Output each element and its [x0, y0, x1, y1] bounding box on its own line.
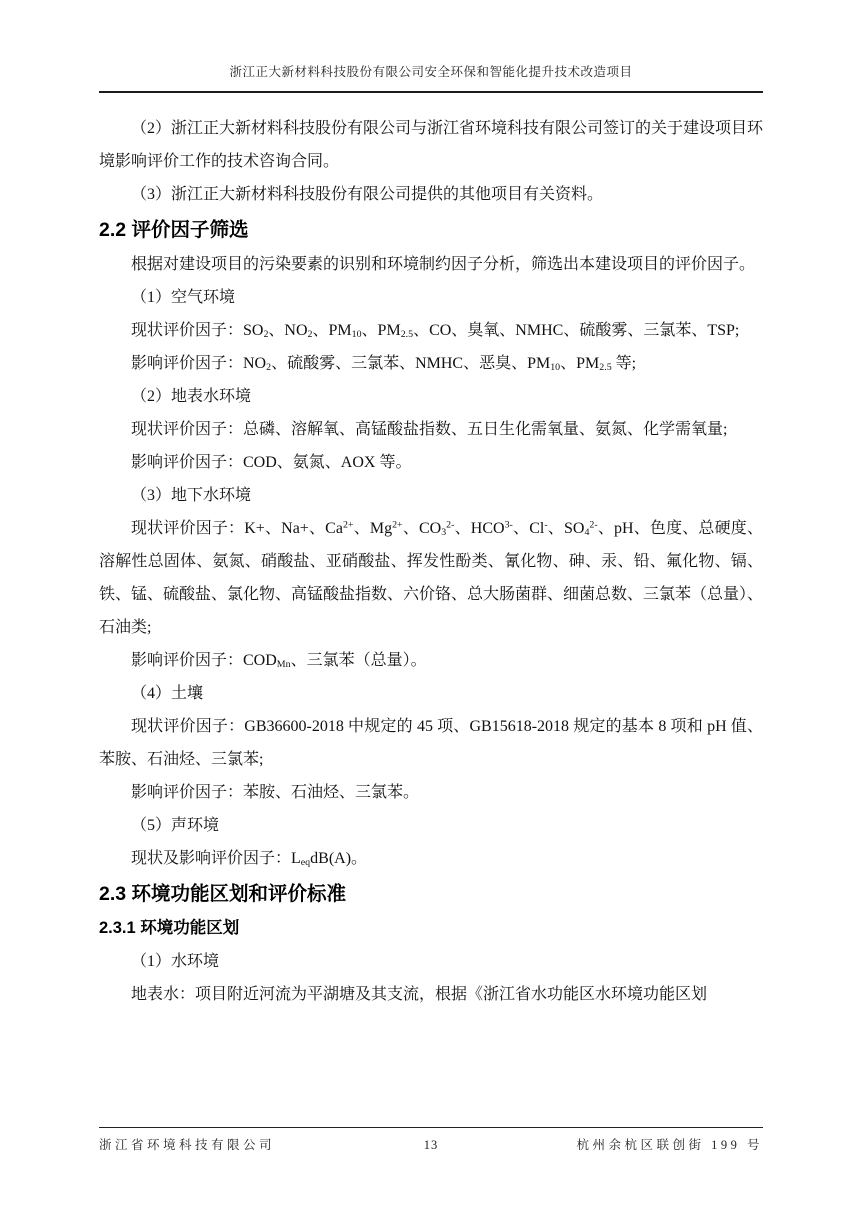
- list-item: （2）地表水环境: [131, 388, 252, 405]
- header-title: 浙江正大新材料科技股份有限公司安全环保和智能化提升技术改造项目: [229, 65, 633, 79]
- footer-company: 浙江省环境科技有限公司: [99, 1138, 276, 1152]
- page-header: [99, 62, 763, 93]
- section-heading: 2.2 评价因子筛选: [99, 219, 249, 241]
- page-footer: [99, 1127, 763, 1153]
- paragraph: 现状评价因子：$SO_2$、$NO_2$、$PM_{10}$、$PM_{2.5}$、CO、臭氧、NMHC、硫酸雾、三氯苯、TSP;: [131, 322, 740, 340]
- paragraph: 现状评价因子：K+、Na+、$Ca^{2+}$、$Mg^{2+}$、$CO_3^{2-}$、$HCO^{3-}$、Cl-、$SO_4^{2-}$、pH、色度、总硬度、溶解性总固体、氨氮、硝酸盐、亚硝酸盐、挥发性酚类、氰化物、砷、汞、铅、氟化物、镉、铁、锰、硫酸盐、氯化物、高锰酸盐指数、六价铬、总大肠菌群、细菌总数、三氯苯（总量）、石油类;: [99, 519, 764, 636]
- paragraph: 现状及影响评价因子：$L_{eq}dB(A)$。: [131, 850, 368, 868]
- list-item: （1）空气环境: [131, 289, 236, 306]
- paragraph: 影响评价因子：苯胺、石油烃、三氯苯。: [131, 784, 420, 801]
- paragraph: （3）浙江正大新材料科技股份有限公司提供的其他项目有关资料。: [131, 186, 604, 203]
- paragraph: 影响评价因子：$NO_2$、硫酸雾、三氯苯、NMHC、恶臭、$PM_{10}$、$PM_{2.5}$ 等;: [131, 355, 637, 373]
- subsection-heading: 2.3.1 环境功能区划: [99, 919, 240, 937]
- document-body: [99, 112, 763, 1011]
- paragraph: 影响评价因子：$COD_{Mn}$、三氯苯（总量）。: [131, 652, 427, 670]
- footer-address: 杭州余杭区联创街 199 号: [576, 1138, 763, 1152]
- paragraph: 现状评价因子：总磷、溶解氧、高锰酸盐指数、五日生化需氧量、氨氮、化学需氧量;: [131, 421, 728, 438]
- paragraph: 现状评价因子：GB36600-2018 中规定的 45 项、GB15618-2018 规定的基本 8 项和 pH 值、苯胺、石油烃、三氯苯;: [99, 718, 763, 768]
- list-item: （3）地下水环境: [131, 487, 252, 504]
- paragraph: 影响评价因子：COD、氨氮、AOX 等。: [131, 454, 412, 471]
- paragraph: 根据对建设项目的污染要素的识别和环境制约因子分析，筛选出本建设项目的评价因子。: [131, 256, 756, 273]
- paragraph: （2）浙江正大新材料科技股份有限公司与浙江省环境科技有限公司签订的关于建设项目环境影响评价工作的技术咨询合同。: [99, 120, 764, 170]
- header-rule: [99, 91, 763, 93]
- list-item: （4）土壤: [131, 685, 204, 702]
- page-number: 13: [423, 1138, 439, 1152]
- list-item: （5）声环境: [131, 817, 220, 834]
- paragraph: 地表水：项目附近河流为平湖塘及其支流，根据《浙江省水功能区水环境功能区划: [131, 986, 708, 1003]
- section-heading: 2.3 环境功能区划和评价标准: [99, 883, 347, 905]
- list-item: （1）水环境: [131, 953, 220, 970]
